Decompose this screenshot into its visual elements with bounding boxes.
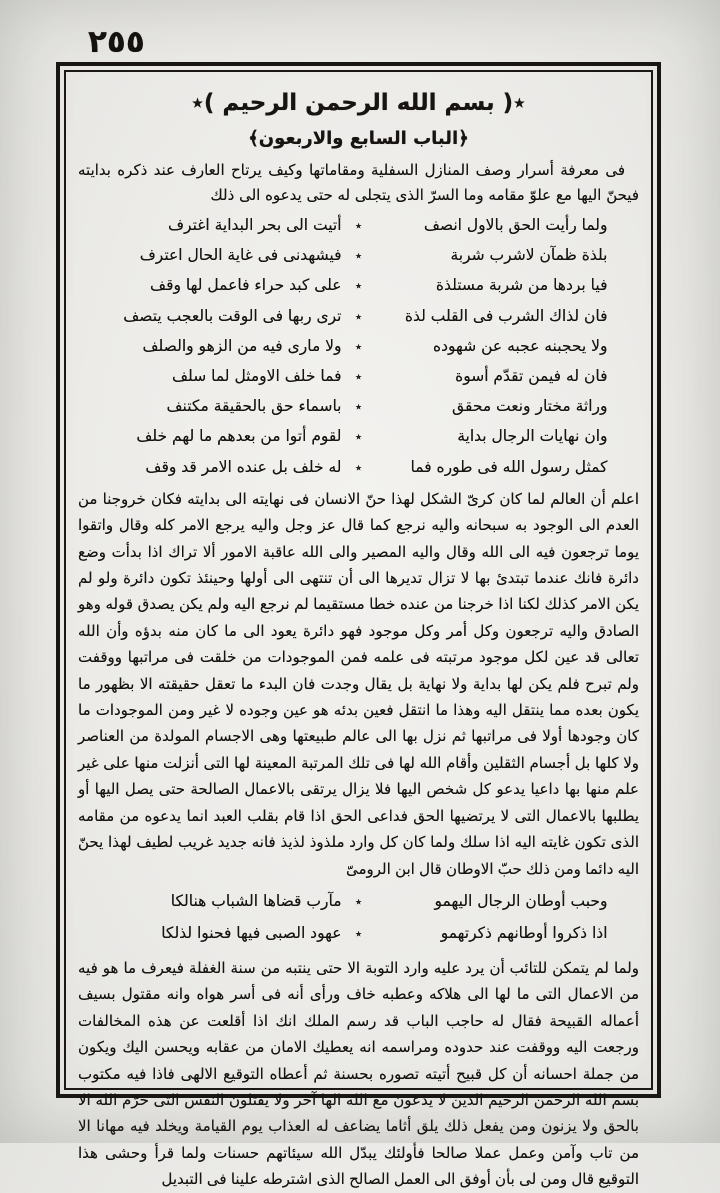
poem-verse xyxy=(110,302,608,332)
hemistich-right: وحبب أوطان الرجال اليهمو xyxy=(434,891,608,910)
hemistich-right: فان لذاك الشرب فى القلب لذة xyxy=(404,306,608,325)
prose-paragraph-1: اعلم أن العالم لما كان كرىّ الشكل لهذا حنّ الانسان فى نهايته الى بدايته فكان خروجنا من العدم الى الوجود به سبحانه واليه نرجع كما قال عز وجل واليه يرجع الامر كله وقال واتقوا يوما ترجعون فيه الى الله وقال واليه المصير والى الله عاقبة الامور ألا تراك اذا بدأت وضع دائرة فانك عندما تبتدئ بها لا تزال تديرها الى أن تنتهى الى أولها وحينئذ تكون دائرة ولو لم يكن الامر كذلك لكنا اذا خرجنا من عنده خطا مستقيما لم نرجع اليه ولم يكن يصدق قوله وهو الصادق واليه ترجعون وكل أمر وكل موجود فهو دائرة يعود الى ما كان منه بدؤه وأن الله تعالى قد عين لكل موجود مرتبته فى علمه فمن الموجودات من خلقت فى مراتبها ووقفت ولم تبرح فلم يكن لها بداية ولا نهاية بل يقال وجدت فان البدء ما تعقل حقيقته الا بظهور ما يكون بعده مما ينتقل اليه وهذا ما انتقل فعين بدئه هو عين وجوده لا غير ومن الموجودات ما كان وجودها أولا فى مراتبها ثم نزل بها الى عالم طبيعتها وهى الاجسام المولدة من العناصر ولا كلها بل أجسام الثقلين وأقام الله لها فى تلك المرتبة المعينة لها التى أنزلت منها على غير علم منها بها داعيا يدعو كل شخص اليها فلا يزال يرتقى بالاعمال الصالحة حتى يصل اليها أو يطلبها بالاعمال التى لا يرتضيها الحق فداعى الحق اذا قام بقلب العبد انما يدعوه من مقامه الذى تكون غايته اليه اذا سلك ولما كان كل وارد ملذوذ لذيذ فانه جديد غريب لطيف لهذا يحنّ اليه دائما ومن ذلك حبّ الاوطان قال ابن الرومىّ xyxy=(78,489,639,878)
verse-separator-icon: ٭ xyxy=(354,219,363,234)
poem-verse xyxy=(110,271,608,301)
verse-separator-icon: ٭ xyxy=(354,460,363,476)
verse-separator-icon: ٭ xyxy=(354,400,363,416)
hemistich-left: له خلف بل عنده الامر قد وقف xyxy=(145,457,342,476)
poem-verse xyxy=(110,886,608,918)
verse-separator-icon: ٭ xyxy=(354,339,363,355)
prose-paragraph-2: ولما لم يتمكن للتائب أن يرد عليه وارد التوبة الا حتى ينتبه من سنة الغفلة فيعرف ما هو فيه من الاعمال التى ما لها الى هلاكه وعطبه خاف ورأى أنه فى أسر هواه وانه مقتول بسيف أعماله القبيحة فقال له حاجب الباب قد رسم الملك انك اذا أقلعت عن هذه المخالفات ورجعت اليه ووقفت عند حدوده ومراسمه انه يعطيك الامان من عقابه ويحسن اليك ويكون من جملة احسانه أن كل قبيح أتيته تصوره بحسنة ثم أعطاه التوقيع الالهى فاذا فيه مكتوب بسم الله الرحمن الرحيم الذين لا يدعون مع الله الها آخر ولا يقتلون النفس التى حرّم الله الا بالحق ولا يزنون ومن يفعل ذلك يلق أثاما يضاعف له العذاب يوم القيامة ويخلد فيه مهانا الا من تاب وآمن وعمل عملا صالحا فأولئك يبدّل الله سيئاتهم حسنات ولما قرأ وحشى هذا التوقيع قال ومن لى بأن أوفق الى العمل الصالح الذى اشترطه علينا فى التبديل xyxy=(78,958,639,1189)
verse-separator-icon: ٭ xyxy=(354,430,363,446)
hemistich-left: ترى ربها فى الوقت بالعجب يتصف xyxy=(123,306,342,325)
hemistich-right: ولا يحجبنه عجبه عن شهوده xyxy=(433,336,608,355)
verse-separator-icon: ٭ xyxy=(354,926,363,942)
hemistich-right: ولما رأيت الحق بالاول انصف xyxy=(423,216,608,234)
poem-2 xyxy=(110,886,608,950)
hemistich-right: فان له فيمن تقدّم أسوة xyxy=(455,367,608,386)
verse-separator-icon: ٭ xyxy=(354,309,363,325)
poem-verse xyxy=(110,211,608,241)
hemistich-left: باسماء حق بالحقيقة مكتنف xyxy=(166,397,342,416)
verse-separator-icon: ٭ xyxy=(354,370,363,386)
hemistich-left: أتيت الى بحر البداية اغترف xyxy=(167,216,342,234)
poem-verse xyxy=(110,362,608,392)
page-frame-inner-border xyxy=(64,70,653,1189)
page-number: ٢٥٥ xyxy=(88,24,145,60)
hemistich-left: على كبد حراء فاعمل لها وقف xyxy=(150,276,342,295)
hemistich-right: اذا ذكروا أوطانهم ذكرتهمو xyxy=(440,923,608,942)
page-content xyxy=(66,72,651,1189)
hemistich-right: وراثة مختار ونعت محقق xyxy=(452,397,608,416)
hemistich-left: فيشهدنى فى غاية الحال اعترف xyxy=(139,246,342,265)
poem-verse xyxy=(110,332,608,362)
poem-1 xyxy=(110,211,608,483)
poem-verse xyxy=(110,453,608,483)
hemistich-left: مآرب قضاها الشباب هنالكا xyxy=(170,891,342,910)
poem-verse xyxy=(110,422,608,452)
hemistich-left: فما خلف الاومثل لما سلف xyxy=(172,367,342,386)
page-frame xyxy=(56,62,661,1189)
hemistich-right: فيا بردها من شربة مستلذة xyxy=(435,276,608,295)
hemistich-right: كمثل رسول الله فى طوره فما xyxy=(410,457,608,476)
verse-separator-icon: ٭ xyxy=(354,279,363,295)
hemistich-right: وان نهايات الرجال بداية xyxy=(457,427,608,446)
chapter-title: ﴿الباب السابع والاربعون﴾ xyxy=(248,128,469,149)
bismillah-header: ٭( بسم الله الرحمن الرحيم )٭ xyxy=(191,90,526,116)
verse-separator-icon: ٭ xyxy=(354,894,363,910)
verse-separator-icon: ٭ xyxy=(354,249,363,265)
poem-verse xyxy=(110,918,608,950)
poem-verse xyxy=(110,392,608,422)
poem-verse xyxy=(110,241,608,271)
hemistich-left: لقوم أتوا من بعدهم ما لهم خلف xyxy=(136,427,342,446)
chapter-subtitle: فى معرفة أسرار وصف المنازل السفلية ومقاماتها وكيف يرتاح العارف عند ذكره بدايته فيحنّ اليها مع علوّ مقامه وما السرّ الذى يتجلى له حتى يدعوه الى ذلك xyxy=(78,161,639,204)
hemistich-right: بلذة ظمآن لاشرب شربة xyxy=(450,246,608,265)
hemistich-left: ولا مارى فيه من الزهو والصلف xyxy=(142,336,342,355)
hemistich-left: عهود الصبى فيها فحنوا لذلكا xyxy=(161,923,342,942)
